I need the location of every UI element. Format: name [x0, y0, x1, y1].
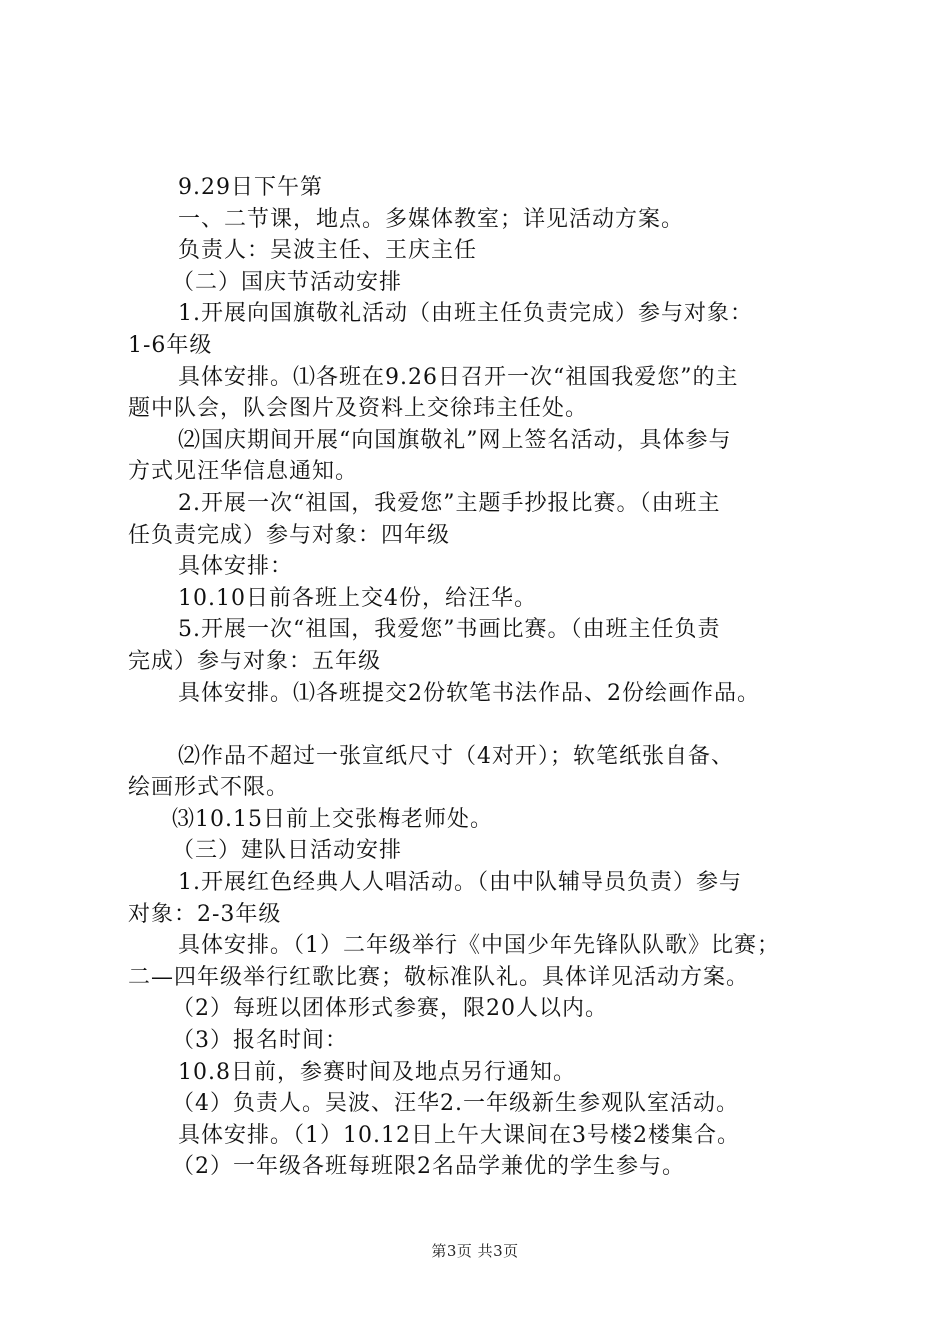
text-line: 1-6年级 [128, 332, 213, 358]
text-line: （二）国庆节活动安排 [172, 269, 403, 295]
document-body [128, 172, 840, 1183]
text-line: 9.29日下午第 [178, 175, 323, 200]
text-line: 对象：2-3年级 [128, 901, 282, 927]
text-line: 5.开展一次“祖国，我爱您”书画比赛。（由班主任负责 [178, 617, 721, 643]
text-line: 10.8日前，参赛时间及地点另行通知。 [178, 1059, 576, 1085]
text-line: 10.10日前各班上交4份，给汪华。 [178, 585, 537, 611]
text-line: ⑵作品不超过一张宣纸尺寸（4对开）；软笔纸张自备、 [178, 743, 734, 769]
text-line: 一、二节课，地点。多媒体教室；详见活动方案。 [178, 206, 685, 232]
text-line: ⑵国庆期间开展“向国旗敬礼”网上签名活动，具体参与 [178, 427, 732, 453]
text-line: 二—四年级举行红歌比赛；敬标准队礼。具体详见活动方案。 [128, 964, 750, 990]
text-line: （4）负责人。吴波、汪华2.一年级新生参观队室活动。 [172, 1091, 739, 1117]
text-line: ⑶10.15日前上交张梅老师处。 [172, 806, 493, 832]
text-line: 具体安排： [178, 554, 294, 580]
text-line: 1.开展红色经典人人唱活动。（由中队辅导员负责）参与 [178, 870, 742, 896]
text-line: （2）每班以团体形式参赛，限20人以内。 [172, 996, 608, 1022]
text-line: 2.开展一次“祖国，我爱您”主题手抄报比赛。（由班主 [178, 490, 721, 516]
text-line: 具体安排。⑴各班在9.26日召开一次“祖国我爱您”的主 [178, 364, 739, 390]
text-line: 任负责完成）参与对象：四年级 [128, 522, 451, 548]
text-line: 题中队会，队会图片及资料上交徐玮主任处。 [128, 396, 589, 422]
text-line: 方式见汪华信息通知。 [128, 459, 359, 485]
text-line: （3）报名时间： [172, 1028, 348, 1054]
text-line: （三）建队日活动安排 [172, 838, 403, 864]
text-line: 完成）参与对象：五年级 [128, 648, 382, 674]
text-line: 绘画形式不限。 [128, 775, 290, 801]
text-line: （2）一年级各班每班限2名品学兼优的学生参与。 [172, 1154, 685, 1180]
page-footer: 第3页 共3页 [431, 1242, 519, 1260]
text-line: 具体安排。（1）10.12日上午大课间在3号楼2楼集合。 [178, 1122, 740, 1148]
text-line: 1.开展向国旗敬礼活动（由班主任负责完成）参与对象： [178, 301, 753, 327]
text-line: 具体安排。（1）二年级举行《中国少年先锋队队歌》比赛； [178, 933, 780, 959]
text-line: 负责人：吴波主任、王庆主任 [178, 238, 478, 264]
text-line: 具体安排。⑴各班提交2份软笔书法作品、2份绘画作品。 [178, 680, 760, 706]
blank-line [128, 709, 840, 741]
